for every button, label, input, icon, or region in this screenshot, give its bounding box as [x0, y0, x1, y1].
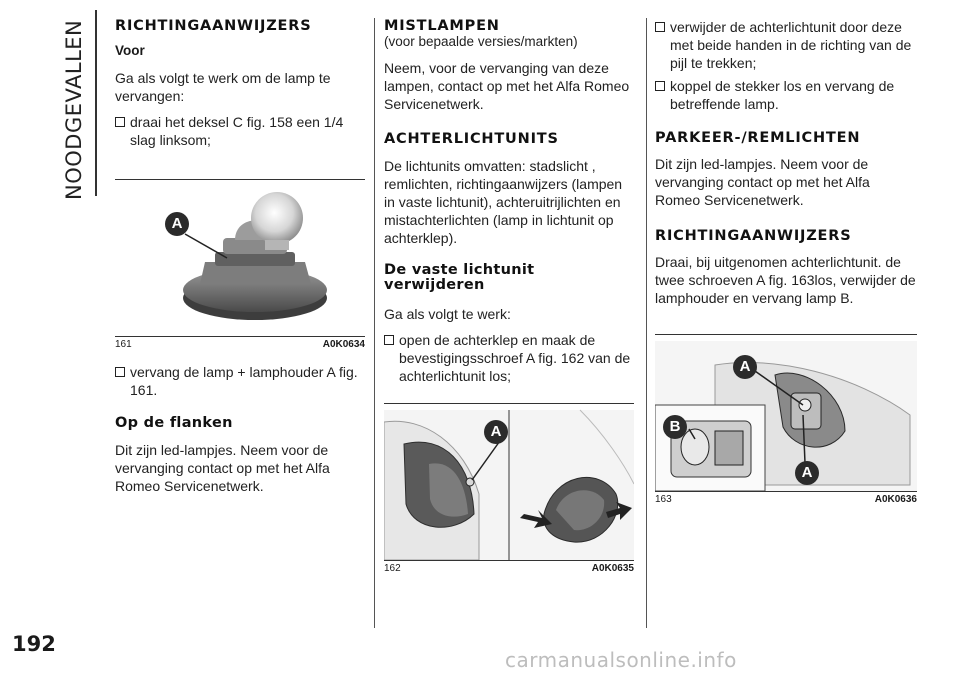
figure-163: [655, 334, 917, 505]
checkbox-bullet-icon: [655, 22, 665, 32]
step-item: [115, 363, 365, 399]
lamp-holder-illustration: [115, 180, 365, 336]
checkbox-bullet-icon: [115, 367, 125, 377]
callout-a: A: [733, 355, 757, 379]
checkbox-bullet-icon: [115, 117, 125, 127]
rear-light-illustration: [384, 404, 634, 560]
body-text: Draai, bij uitgenomen achterlichtunit. de twee schroeven A fig. 163los, verwijder de lamphouder en vervang lamp B.: [655, 254, 916, 306]
step-item: [655, 77, 917, 113]
callout-a: A: [165, 212, 189, 236]
body-text: Neem, voor de vervanging van deze lampen, contact op met het Alfa Romeo Servicenetwerk.: [384, 60, 630, 112]
subheading-voor: Voor: [115, 43, 145, 58]
step-text: vervang de lamp + lamphouder A fig. 161.: [130, 364, 358, 398]
column-1: [115, 18, 365, 495]
step-item: [384, 331, 634, 385]
intro-text: Ga als volgt te werk om de lamp te vervangen:: [115, 70, 331, 104]
column-divider: [374, 18, 375, 628]
subtitle-versions: (voor bepaalde versies/markten): [384, 34, 578, 49]
checkbox-bullet-icon: [655, 81, 665, 91]
heading-richtingaanwijzers: RICHTINGAANWIJZERS: [655, 228, 852, 244]
heading-richtingaanwijzers: RICHTINGAANWIJZERS: [115, 18, 312, 34]
figure-code: A0K0636: [874, 494, 917, 505]
body-text: De lichtunits omvatten: stadslicht , remlichten, richtingaanwijzers (lampen in vaste lichtunit), achteruitrijlichten en mistachterlichten (lamp in lichtunit op achterklep).: [384, 158, 623, 246]
figure-caption: [115, 338, 365, 352]
turn-signal-illustration: [655, 335, 917, 491]
figure-caption: [384, 562, 634, 576]
callout-a: A: [484, 420, 508, 444]
step-item: [115, 113, 365, 149]
body-text: Dit zijn led-lampjes. Neem voor de vervanging contact op met het Alfa Romeo Servicenetwerk.: [115, 442, 330, 494]
step-text: open de achterklep en maak de bevestigingsschroef A fig. 162 van de achterlichtunit los;: [399, 332, 631, 384]
heading-op-de-flanken: Op de flanken: [115, 415, 233, 431]
column-3: [655, 18, 917, 505]
callout-a: A: [795, 461, 819, 485]
step-text: koppel de stekker los en vervang de betreffende lamp.: [670, 78, 895, 112]
side-rule: [95, 10, 97, 196]
figure-caption: [655, 493, 917, 507]
figure-code: A0K0634: [322, 339, 365, 350]
figure-number: 162: [384, 563, 401, 574]
figure-code: A0K0635: [591, 563, 634, 574]
column-2: [384, 18, 634, 574]
body-text: Dit zijn led-lampjes. Neem voor de vervanging contact op met het Alfa Romeo Servicenetwerk.: [655, 156, 870, 208]
heading-mistlampen: MISTLAMPEN: [384, 18, 500, 34]
heading-vaste-lichtunit: De vaste lichtunit verwijderen: [384, 262, 535, 293]
heading-achterlichtunits: ACHTERLICHTUNITS: [384, 131, 559, 147]
figure-161: [115, 179, 365, 350]
heading-parkeer-remlichten: PARKEER-/REMLICHTEN: [655, 130, 861, 146]
page-number: 192: [12, 632, 56, 656]
intro-text: Ga als volgt te werk:: [384, 306, 511, 322]
step-text: draai het deksel C fig. 158 een 1/4 slag linksom;: [130, 114, 344, 148]
step-text: verwijder de achterlichtunit door deze met beide handen in de richting van de pijl te trekken;: [670, 19, 912, 71]
figure-number: 161: [115, 339, 132, 350]
checkbox-bullet-icon: [384, 335, 394, 345]
column-divider: [646, 18, 647, 628]
footer-watermark: carmanualsonline.info: [505, 648, 737, 672]
callout-b: B: [663, 415, 687, 439]
figure-number: 163: [655, 494, 672, 505]
side-section-title: NOODGEVALLEN: [62, 19, 86, 200]
step-item: [655, 18, 917, 72]
figure-162: [384, 403, 634, 574]
